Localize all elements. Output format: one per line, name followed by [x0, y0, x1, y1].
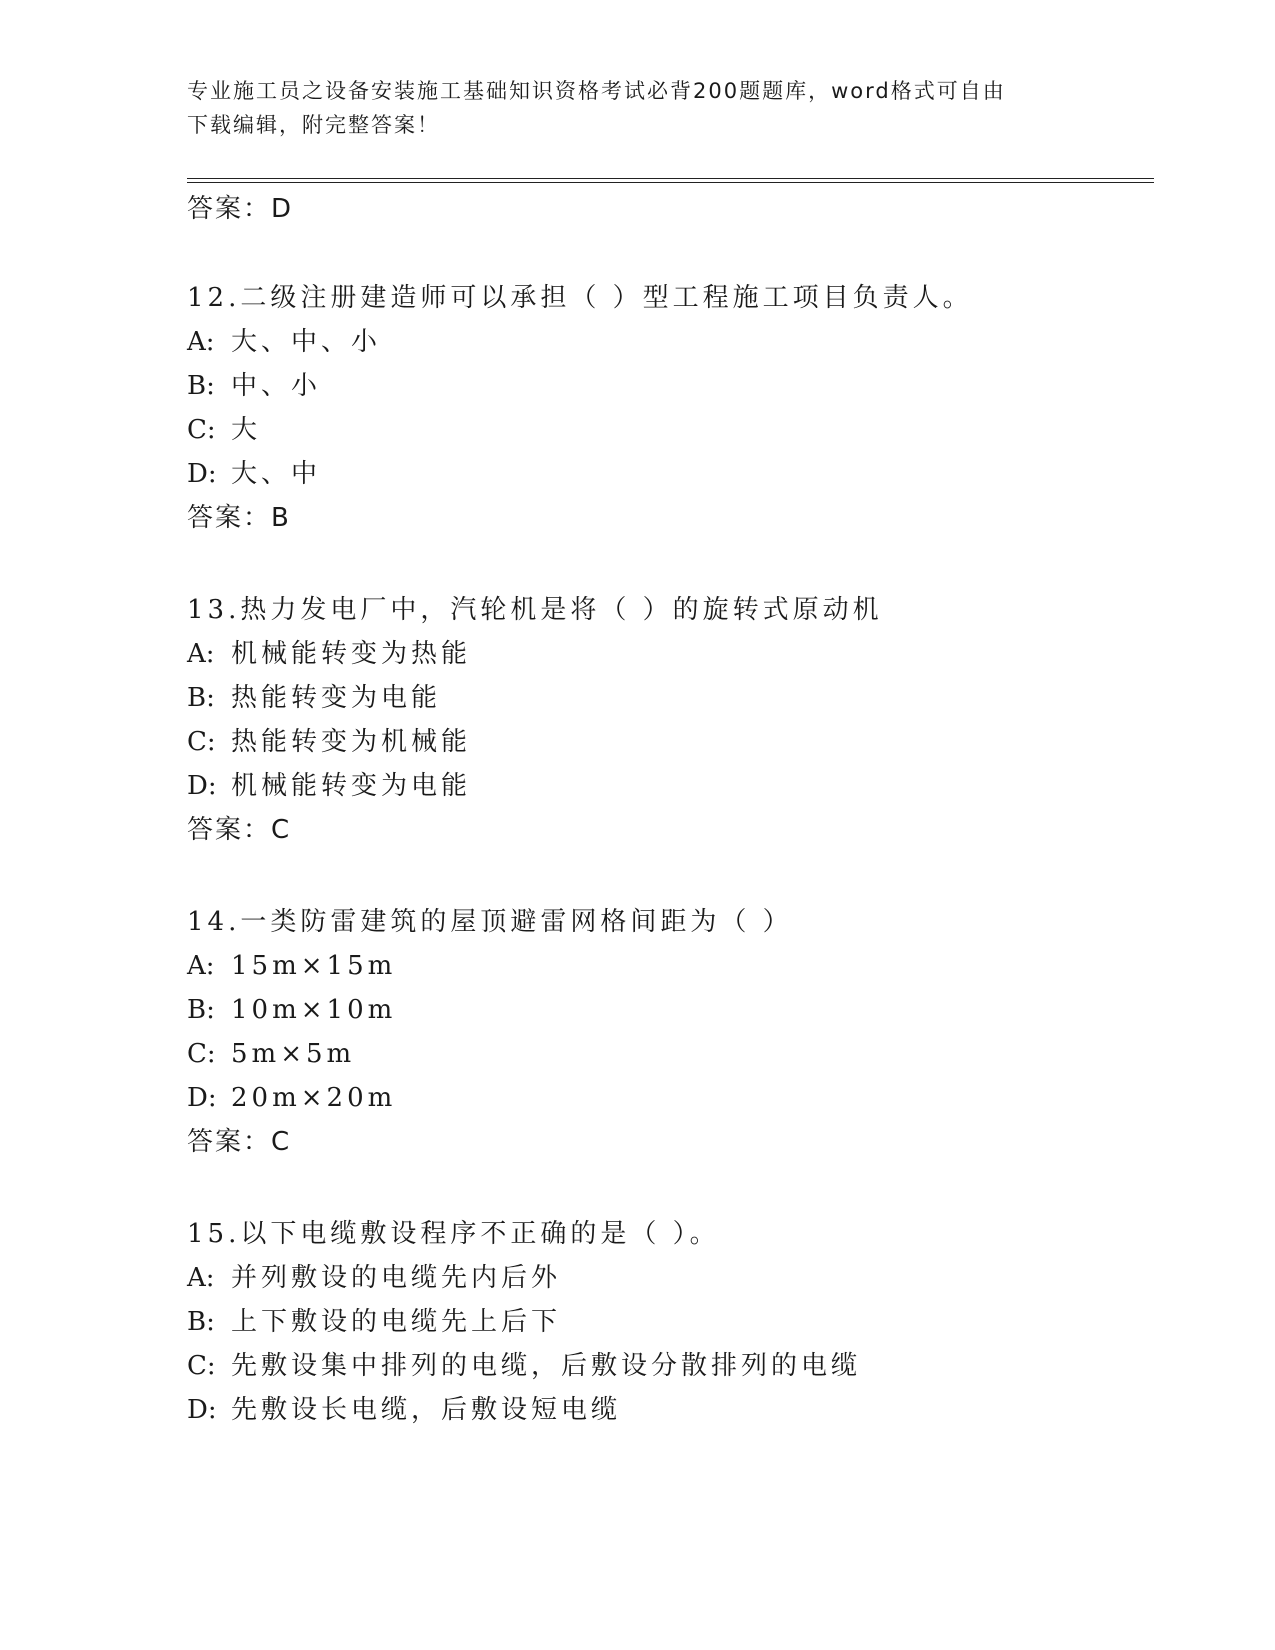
question-13-stem: 13.热力发电厂中，汽轮机是将（ ）的旋转式原动机 — [187, 595, 883, 625]
question-12-option-d — [187, 456, 321, 492]
option-label: C: — [187, 415, 216, 445]
option-label: A: — [187, 639, 215, 669]
option-text: 大、中 — [231, 459, 322, 489]
question-14-stem: 14.一类防雷建筑的屋顶避雷网格间距为（ ） — [187, 907, 793, 937]
option-label: B: — [187, 1307, 215, 1337]
header-divider-bottom — [187, 182, 1154, 183]
question-13-option-a — [187, 636, 471, 672]
option-label: D: — [187, 1395, 217, 1425]
question-13-option-b — [187, 680, 441, 716]
option-text: 10m×10m — [231, 995, 397, 1025]
option-text: 大、中、小 — [231, 327, 382, 357]
document-header — [187, 74, 1067, 142]
option-label: A: — [187, 327, 215, 357]
option-text: 机械能转变为热能 — [231, 639, 472, 669]
option-label: D: — [187, 459, 217, 489]
question-15-stem: 15.以下电缆敷设程序不正确的是（ ）。 — [187, 1219, 720, 1249]
question-12-option-c — [187, 412, 261, 448]
option-text: 热能转变为电能 — [231, 683, 442, 713]
option-label: B: — [187, 995, 215, 1025]
question-15-option-b — [187, 1304, 561, 1340]
option-label: D: — [187, 771, 217, 801]
option-label: B: — [187, 683, 215, 713]
question-13-option-c — [187, 724, 471, 760]
option-label: D: — [187, 1083, 217, 1113]
question-14-option-a — [187, 948, 396, 984]
question-14-option-c — [187, 1036, 355, 1072]
option-label: A: — [187, 951, 215, 981]
option-text: 先敷设集中排列的电缆，后敷设分散排列的电缆 — [231, 1351, 862, 1381]
option-label: C: — [187, 727, 216, 757]
question-14-option-d — [187, 1080, 396, 1116]
question-12-option-a — [187, 324, 381, 360]
answer-q12: 答案：B — [187, 503, 291, 533]
answer-q11: 答案：D — [187, 194, 294, 224]
option-label: C: — [187, 1351, 216, 1381]
header-divider-top — [187, 178, 1154, 179]
option-text: 并列敷设的电缆先内后外 — [231, 1263, 562, 1293]
option-text: 机械能转变为电能 — [231, 771, 472, 801]
option-text: 中、小 — [231, 371, 322, 401]
option-text: 先敷设长电缆，后敷设短电缆 — [231, 1395, 622, 1425]
option-label: B: — [187, 371, 215, 401]
question-15-option-a — [187, 1260, 561, 1296]
option-text: 上下敷设的电缆先上后下 — [231, 1307, 562, 1337]
header-line-1: 专业施工员之设备安装施工基础知识资格考试必背200题题库，word格式可自由 — [187, 79, 1006, 103]
option-text: 热能转变为机械能 — [231, 727, 472, 757]
question-12-stem: 12.二级注册建造师可以承担（ ）型工程施工项目负责人。 — [187, 283, 973, 313]
answer-q14: 答案：C — [187, 1127, 292, 1157]
question-12-option-b — [187, 368, 321, 404]
option-text: 20m×20m — [231, 1083, 397, 1113]
option-label: C: — [187, 1039, 216, 1069]
question-15-option-d — [187, 1392, 621, 1428]
header-line-2: 下载编辑，附完整答案！ — [187, 113, 440, 137]
answer-q13: 答案：C — [187, 815, 292, 845]
question-15-option-c — [187, 1348, 861, 1384]
option-text: 15m×15m — [231, 951, 397, 981]
option-label: A: — [187, 1263, 215, 1293]
option-text: 5m×5m — [231, 1039, 356, 1069]
question-13-option-d — [187, 768, 471, 804]
option-text: 大 — [231, 415, 262, 445]
question-14-option-b — [187, 992, 396, 1028]
